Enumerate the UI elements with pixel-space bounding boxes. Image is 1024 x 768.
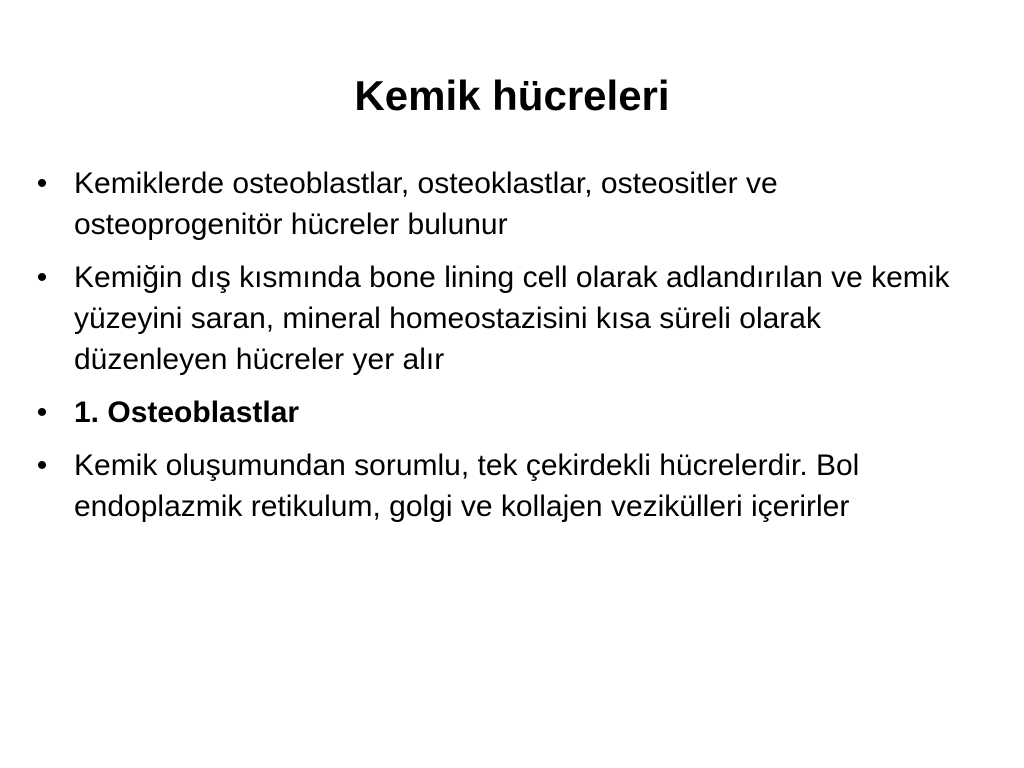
bullet-icon: • [36,261,48,294]
slide-title: Kemik hücreleri [354,72,670,119]
bullet-icon: • [36,167,48,200]
bullet-icon: • [36,396,48,429]
bullet-item-cell-types [30,163,980,245]
bullet-text: Kemik oluşumundan sorumlu, tek çekirdekli hücrelerdir. Bol endoplazmik retikulum, golgi ve kollajen vezikülleri içerirler [74,449,860,523]
bullet-item-osteoblast-description [30,445,980,527]
section-heading: 1. Osteoblastlar [74,396,300,429]
bullet-icon: • [36,449,48,482]
bullet-text: Kemiğin dış kısmında bone lining cell olarak adlandırılan ve kemik yüzeyini saran, mineral homeostazisini kısa süreli olarak düzenleyen hücreler yer alır [74,261,950,376]
bullet-item-lining-cells [30,257,980,380]
bullet-list [30,163,980,539]
bullet-text: Kemiklerde osteoblastlar, osteoklastlar, osteositler ve osteoprogenitör hücreler bulunur [74,167,778,241]
bullet-item-osteoblasts-heading [30,392,980,433]
